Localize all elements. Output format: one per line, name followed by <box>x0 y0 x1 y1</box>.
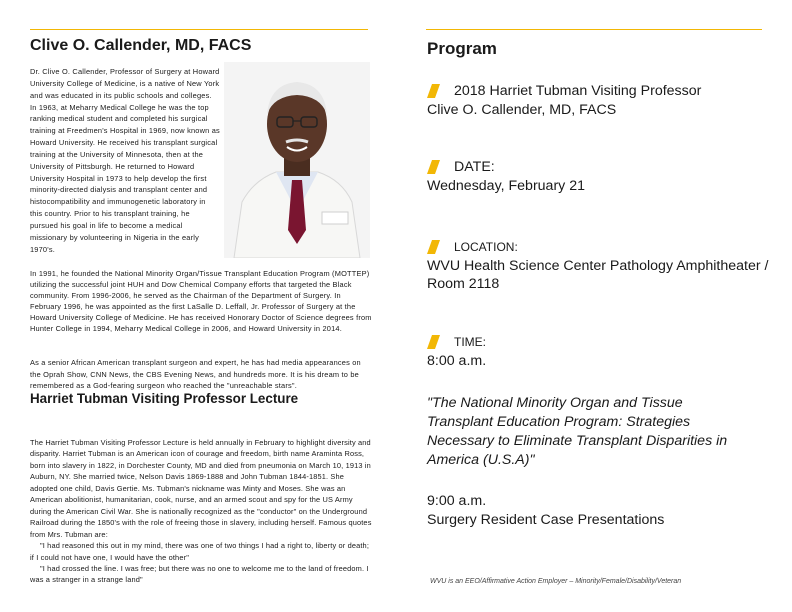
bio-paragraph-1: Dr. Clive O. Callender, Professor of Surgery at Howard University College of Medicine, is a native of New York and was educated in its public schools and colleges. In 1963, at Meharry Medical College he was the top ranking medical student and completed his surgical training at Freedmen's Hospital in 1969, now known as Howard University. He received his transplant surgical training at the University of Minnesota, then at the University of Pittsburgh. He returned to Howard University Hospital in 1973 to help develop the first minority-directed dialysis and transplant center and histocompatibility and immunogenetic laboratory in this country. Prior to his transplant training, he pursued his goal in life to become a medical missionary by volunteering in Nigeria in the early 1970's. <box>30 67 220 254</box>
lecture-heading: Harriet Tubman Visiting Professor Lecture <box>30 391 299 406</box>
professor-name: Clive O. Callender, MD, FACS <box>427 101 617 118</box>
professor-label: 2018 Harriet Tubman Visiting Professor <box>454 83 702 99</box>
location-label: LOCATION: <box>454 240 518 254</box>
accent-marker-icon <box>427 335 440 349</box>
time-value: 8:00 a.m. <box>427 352 487 369</box>
bio-paragraph-3: As a senior African American transplant surgeon and expert, he has had media appearances on the Oprah Show, CNN News, the CBS Evening News, and hundreds more. It is his dream to be remembered as a God-fearing surgeon who reached the "unreachable stars". <box>30 358 361 390</box>
tubman-quote-1: "I had reasoned this out in my mind, there was one of two things I had a right to, liberty or death; if I could not have one, I would have the other" <box>30 541 370 562</box>
program-heading: Program <box>427 39 497 58</box>
program-item-time <box>427 333 486 370</box>
date-label: DATE: <box>454 159 495 175</box>
time-label: TIME: <box>454 335 486 349</box>
location-value: WVU Health Science Center Pathology Amphitheater / Room 2118 <box>427 257 769 292</box>
date-value: Wednesday, February 21 <box>427 177 585 194</box>
eeo-footer: WVU is an EEO/Affirmative Action Employer – Minority/Female/Disability/Veteran <box>430 578 682 585</box>
bio-paragraph-2: In 1991, he founded the National Minority Organ/Tissue Transplant Education Program (MOTTEP) utilizing the successful joint HUH and Dow Chemical Company efforts that targeted the Black community. From 1996-2006, he served as the Chairman of the Department of Surgery. In February 1996, he was appointed as the first LaSalle D. Leffall, Jr. Professor of Surgery at the Howard University College of Medicine. He has received Honorary Doctor of Science degrees from Hunter College in 1994, Meharry Medical College in 2006, and Howard University in 2014. <box>30 269 372 334</box>
lecture-text: The Harriet Tubman Visiting Professor Lecture is held annually in February to highlight diversity and disparity. Harriet Tubman is an American icon of courage and freedom, birth name Araminta Ross, born into slavery in 1822, in Dorchester County, MD and died from pneumonia on March 10, 1913 in Auburn, NY. She married twice, Nelson Davis 1869-1888 and John Tubman 1844-1851. She adopted one child, Davis Gertie. Ms. Tubman's nickname was Minty and Moses. She was an American abolitionist, humanitarian, cook, nurse, and an armed scout and spy for the US Army during the American Civil War. She is nationally recognized as the "conductor" on the Underground Railroad during the 1850's with the role of freeing those in slavery, including herself. Famous quotes from Mrs. Tubman are: <box>30 438 372 539</box>
program-item-case-presentations <box>427 492 664 529</box>
accent-marker-icon <box>427 160 440 174</box>
program-item-date <box>427 158 585 195</box>
right-top-rule <box>426 29 762 30</box>
lecture-description <box>30 437 372 586</box>
left-top-rule <box>30 29 368 30</box>
tubman-quote-2: "I had crossed the line. I was free; but there was no one to welcome me to the land of freedom. I was a stranger in a strange land" <box>30 563 369 585</box>
lecture-title-quote: "The National Minority Organ and Tissue Transplant Education Program: Strategies Necessary to Eliminate Transplant Disparities in America (U.S.A)" <box>427 395 728 468</box>
program-item-location <box>427 238 792 294</box>
case-time: 9:00 a.m. <box>427 493 487 509</box>
program-item-professor <box>427 82 701 119</box>
case-title: Surgery Resident Case Presentations <box>427 511 665 528</box>
portrait-photo <box>224 62 370 258</box>
accent-marker-icon <box>427 84 440 98</box>
bio-heading: Clive O. Callender, MD, FACS <box>30 37 252 54</box>
accent-marker-icon <box>427 240 440 254</box>
